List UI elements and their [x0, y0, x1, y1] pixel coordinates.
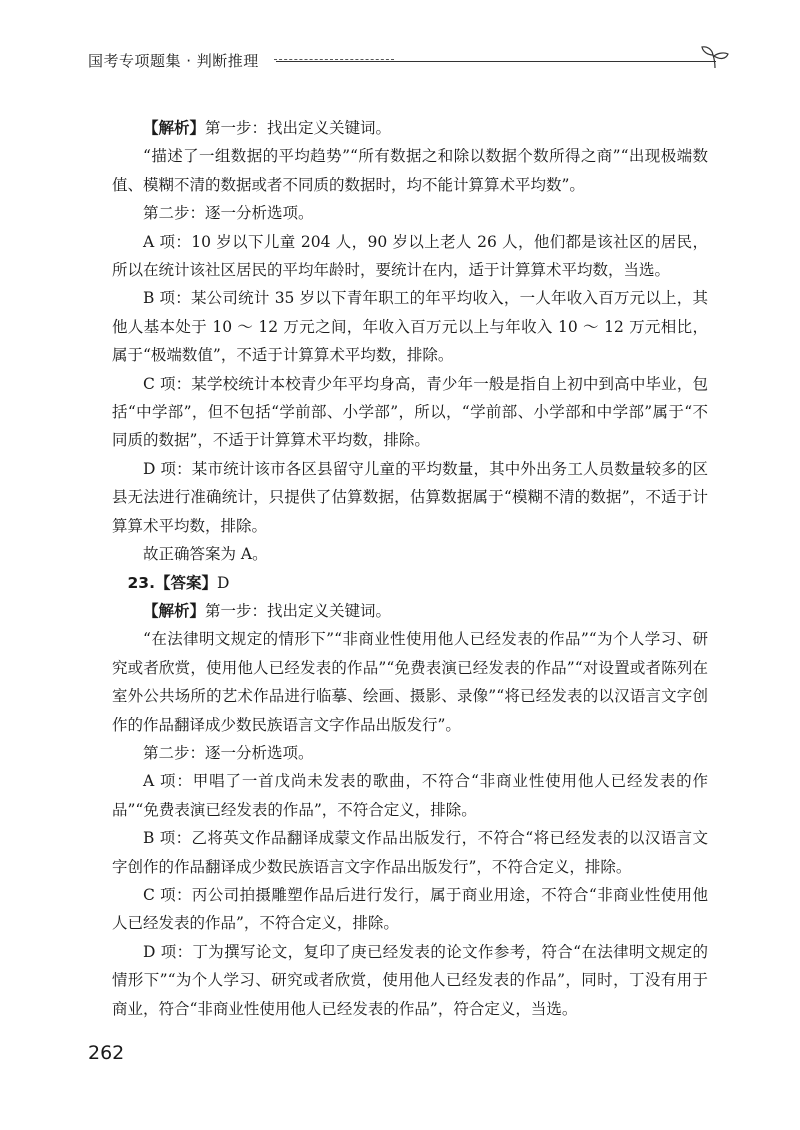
paragraph [112, 114, 708, 142]
paragraph [112, 739, 708, 767]
paragraph-text: A 项：甲唱了一首戊尚未发表的歌曲，不符合“非商业性使用他人已经发表的作品”“免费表演已经发表的作品”，不符合定义，排除。 [112, 772, 708, 819]
paragraph [112, 938, 708, 1023]
paragraph-text: D 项：丁为撰写论文，复印了庚已经发表的论文作参考，符合“在法律明文规定的情形下”“为个人学习、研究或者欣赏，使用他人已经发表的作品”，同时，丁没有用于商业，符合“非商业性使用他人已经发表的作品”，符合定义，当选。 [112, 942, 708, 1018]
paragraph [112, 228, 708, 285]
paragraph [112, 597, 708, 625]
paragraph-text: 第二步：逐一分析选项。 [143, 204, 314, 223]
paragraph-text: D [216, 573, 230, 592]
paragraph-label: 【解析】 [143, 119, 206, 137]
paragraph [112, 284, 708, 369]
paragraph-text: C 项：某学校统计本校青少年平均身高，青少年一般是指自上初中到高中毕业，包括“中学部”，但不包括“学前部、小学部”，所以，“学前部、小学部和中学部”属于“不同质的数据”，不适于计算算术平均数，排除。 [112, 374, 708, 450]
paragraph-text: 故正确答案为 A。 [143, 545, 268, 564]
paragraph-label: 【解析】 [143, 601, 206, 620]
paragraph [112, 824, 708, 881]
paragraph-text: A 项：10 岁以下儿童 204 人，90 岁以上老人 26 人，他们都是该社区的居民，所以在统计该社区居民的平均年龄时，要统计在内，适于计算算术平均数，当选。 [112, 232, 708, 280]
paragraph-label: 23.【答案】 [127, 573, 217, 592]
paragraph [112, 370, 708, 455]
paragraph [112, 881, 708, 938]
paragraph-text: “在法律明文规定的情形下”“非商业性使用他人已经发表的作品”“为个人学习、研究或者欣赏，使用他人已经发表的作品”“免费表演已经发表的作品”“对设置或者陈列在室外公共场所的艺术作品进行临摹、绘画、摄影、录像”“将已经发表的以汉语言文字创作的作品翻译成少数民族语言文字作品出版发行”。 [112, 630, 708, 734]
paragraph-text: D 项：某市统计该市各区县留守儿童的平均数量，其中外出务工人员数量较多的区县无法进行准确统计，只提供了估算数据，估算数据属于“模糊不清的数据”，不适于计算算术平均数，排除。 [112, 459, 708, 535]
paragraph-text: 第一步：找出定义关键词。 [205, 119, 392, 137]
running-header [88, 44, 728, 74]
paragraph-text: 第一步：找出定义关键词。 [205, 601, 392, 620]
header-dashed-rule [274, 59, 394, 60]
paragraph [112, 625, 708, 739]
paragraph [112, 540, 708, 568]
paragraph [112, 142, 708, 199]
paragraph-text: B 项：某公司统计 35 岁以下青年职工的年平均收入，一人年收入百万元以上，其他人基本处于 10 ～ 12 万元之间，年收入百万元以上与年收入 10 ～ 12 万元相比，属于“极端数值”，不适于计算算术平均数，排除。 [112, 289, 708, 365]
paragraph-text: B 项：乙将英文作品翻译成蒙文作品出版发行，不符合“将已经发表的以汉语言文字创作的作品翻译成少数民族语言文字作品出版发行”，不符合定义，排除。 [112, 829, 708, 876]
paragraph [112, 767, 708, 824]
header-title: 国考专项题集 · 判断推理 [88, 52, 259, 70]
paragraph [112, 569, 708, 597]
page-number: 262 [88, 1042, 125, 1064]
sprout-icon [698, 44, 732, 70]
header-rule [276, 61, 716, 62]
paragraph [112, 455, 708, 540]
paragraph [112, 199, 708, 227]
page-body [112, 114, 708, 1023]
paragraph-text: C 项：丙公司拍摄雕塑作品后进行发行，属于商业用途，不符合“非商业性使用他人已经发表的作品”，不符合定义，排除。 [112, 885, 708, 933]
paragraph-text: “描述了一组数据的平均趋势”“所有数据之和除以数据个数所得之商”“出现极端数值、模糊不清的数据或者不同质的数据时，均不能计算算术平均数”。 [112, 147, 708, 194]
paragraph-text: 第二步：逐一分析选项。 [143, 743, 314, 762]
